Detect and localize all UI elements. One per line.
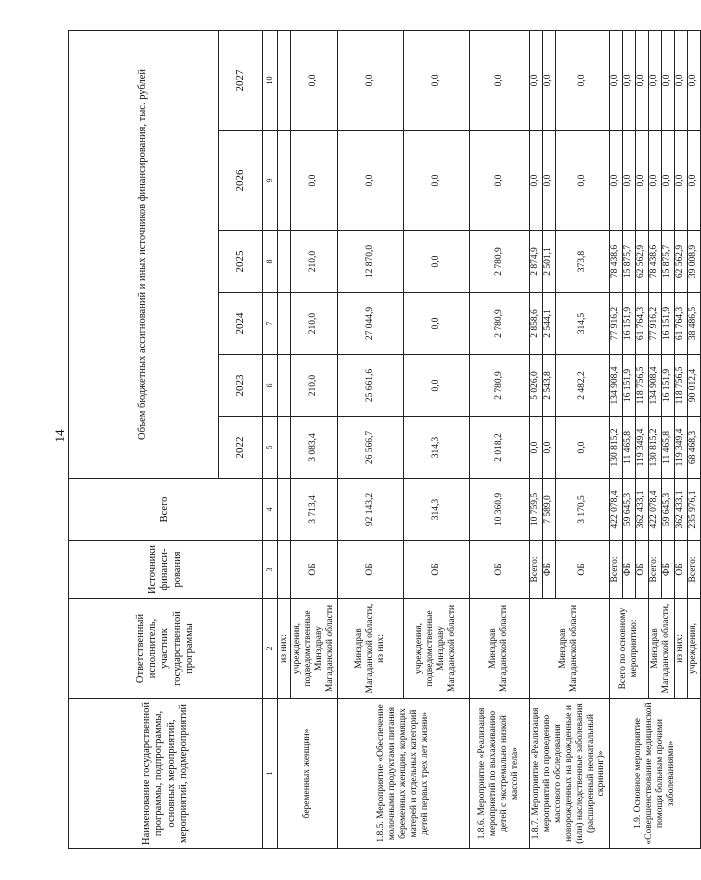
cell-value: 3 713,4 [291, 479, 338, 541]
budget-table [68, 30, 701, 849]
cell-value: 15 875,7 [661, 231, 674, 293]
cell-value: 59 645,3 [622, 479, 635, 541]
cell-value: 0,0 [555, 131, 609, 231]
row-source: ФБ [622, 541, 635, 599]
row-source: Всего: [529, 541, 542, 599]
cell-value: 27 044,9 [337, 293, 403, 355]
column-index: 6 [263, 355, 278, 417]
cell-value: 11 465,8 [661, 417, 674, 479]
row-responsible: Минздрав Магаданской области [529, 599, 609, 699]
row-name: 1.8.6. Мероприятие «Реализация мероприятий по выхаживанию детей с экстремально низкой массой тела» [469, 699, 529, 849]
cell-value: 0,0 [403, 293, 469, 355]
cell-value: 11 465,8 [622, 417, 635, 479]
cell-value: 78 438,6 [648, 231, 661, 293]
cell-value: 0,0 [469, 30, 529, 130]
cell-value: 2 482,2 [555, 355, 609, 417]
cell-value: 26 566,7 [337, 417, 403, 479]
row-source: ОБ [337, 541, 403, 599]
cell-value: 0,0 [529, 131, 542, 231]
row-name: 1.9. Основное мероприятие «Совершенствование медицинской помощи больным прочими заболеваниями» [609, 699, 700, 849]
cell-value: 62 562,9 [635, 231, 648, 293]
cell-value: 314,5 [555, 293, 609, 355]
cell-value: 10 759,5 [529, 479, 542, 541]
row-responsible: Минздрав Магаданской области, из них: [337, 599, 403, 699]
row-responsible: учреждения, [687, 599, 700, 699]
row-source: Всего: [648, 541, 661, 599]
cell-value: 0,0 [648, 30, 661, 130]
column-index: 3 [263, 541, 278, 599]
cell-value: 118 756,5 [635, 355, 648, 417]
cell-value: 39 008,9 [687, 231, 700, 293]
cell-value: 68 468,3 [687, 417, 700, 479]
rotated-table-wrapper [68, 31, 699, 849]
column-index: 2 [263, 599, 278, 699]
cell-value: 0,0 [635, 131, 648, 231]
row-name: 1.8.5. Мероприятие «Обеспечение молочными продуктами питания беременных женщин, кормящих матерей и отдельных категорий детей первых трех лет жизни» [337, 699, 469, 849]
cell-value: 119 349,4 [635, 417, 648, 479]
cell-value: 2 780,9 [469, 355, 529, 417]
cell-value: 119 349,4 [674, 417, 687, 479]
cell-value: 3 083,4 [291, 417, 338, 479]
cell-value: 92 143,2 [337, 479, 403, 541]
cell-value: 0,0 [542, 30, 555, 130]
cell-value: 0,0 [687, 30, 700, 130]
cell-value: 2 501,1 [542, 231, 555, 293]
cell-value: 0,0 [403, 355, 469, 417]
cell-value: 2 780,9 [469, 231, 529, 293]
cell-value: 422 078,4 [648, 479, 661, 541]
cell-value: 0,0 [674, 30, 687, 130]
cell-value: 16 151,9 [622, 293, 635, 355]
cell-value: 0,0 [291, 131, 338, 231]
row-source: Всего: [609, 541, 622, 599]
cell-value: 0,0 [403, 30, 469, 130]
cell-value: 3 170,5 [555, 479, 609, 541]
cell-value: 134 908,4 [609, 355, 622, 417]
cell-value: 2 544,1 [542, 293, 555, 355]
table-row [278, 30, 291, 848]
cell-value: 2 018,2 [469, 417, 529, 479]
cell-value: 0,0 [661, 30, 674, 130]
cell-value: 90 012,4 [687, 355, 700, 417]
row-source: ОБ [555, 541, 609, 599]
cell-value: 77 916,2 [648, 293, 661, 355]
cell-value: 78 438,6 [609, 231, 622, 293]
cell-value: 0,0 [337, 131, 403, 231]
cell-value: 130 815,2 [609, 417, 622, 479]
row-source: Всего: [687, 541, 700, 599]
row-source: ОБ [635, 541, 648, 599]
table-row [337, 30, 403, 848]
cell-value: 2 874,9 [529, 231, 542, 293]
cell-value: 0,0 [635, 30, 648, 130]
header-volume: Объем бюджетных ассигнований и иных источников финансирования, тыс. рублей [69, 30, 219, 478]
cell-value: 0,0 [661, 131, 674, 231]
table-row [469, 30, 529, 848]
header-source: Источники финанси- рования [69, 541, 263, 599]
cell-value: 210,0 [291, 231, 338, 293]
cell-value: 235 976,1 [687, 479, 700, 541]
row-source: ОБ [469, 541, 529, 599]
header-year: 2023 [219, 355, 263, 417]
header-responsible: Ответственный исполнитель, участник государственной программы [69, 599, 263, 699]
cell-value: 10 360,9 [469, 479, 529, 541]
row-source: ОБ [291, 541, 338, 599]
cell-value: 210,0 [291, 355, 338, 417]
cell-value: 38 486,5 [687, 293, 700, 355]
column-index: 7 [263, 293, 278, 355]
column-index: 4 [263, 479, 278, 541]
cell-value: 12 870,0 [337, 231, 403, 293]
row-responsible: Всего по основному мероприятию: [609, 599, 648, 699]
cell-value: 362 433,1 [635, 479, 648, 541]
table-row [529, 30, 542, 848]
column-index: 10 [263, 30, 278, 130]
cell-value: 0,0 [337, 30, 403, 130]
cell-value: 373,8 [555, 231, 609, 293]
cell-value: 0,0 [529, 30, 542, 130]
header-year: 2022 [219, 417, 263, 479]
row-name: беременных женщин» [278, 699, 338, 849]
column-index: 5 [263, 417, 278, 479]
cell-value: 15 875,7 [622, 231, 635, 293]
cell-value: 0,0 [529, 417, 542, 479]
cell-value: 362 433,1 [674, 479, 687, 541]
cell-value: 118 756,5 [674, 355, 687, 417]
cell-value: 61 764,3 [674, 293, 687, 355]
cell-value: 314,3 [403, 479, 469, 541]
cell-value: 0,0 [542, 417, 555, 479]
cell-value: 2 858,6 [529, 293, 542, 355]
cell-value: 0,0 [403, 231, 469, 293]
column-index: 9 [263, 131, 278, 231]
cell-value: 0,0 [403, 131, 469, 231]
cell-value: 0,0 [674, 131, 687, 231]
cell-value: 422 078,4 [609, 479, 622, 541]
column-index-row [263, 30, 278, 848]
cell-value: 16 151,9 [622, 355, 635, 417]
row-source: ФБ [661, 541, 674, 599]
cell-value: 0,0 [469, 131, 529, 231]
row-responsible: учреждения, подведомственные Минздраву Магаданской области [403, 599, 469, 699]
cell-value: 210,0 [291, 293, 338, 355]
cell-value: 62 562,9 [674, 231, 687, 293]
cell-value: 0,0 [609, 131, 622, 231]
header-name: Наименование государственной программы, подпрограммы, основных мероприятий, мероприятий, подмероприятий [69, 699, 263, 849]
header-year: 2025 [219, 231, 263, 293]
row-responsible: Минздрав Магаданской области [469, 599, 529, 699]
cell-value: 0,0 [609, 30, 622, 130]
column-index: 1 [263, 699, 278, 849]
column-index: 8 [263, 231, 278, 293]
cell-value: 16 151,9 [661, 355, 674, 417]
cell-value: 7 589,0 [542, 479, 555, 541]
row-responsible: из них: [674, 599, 687, 699]
cell-value: 0,0 [555, 417, 609, 479]
cell-value: 0,0 [648, 131, 661, 231]
cell-value: 0,0 [622, 30, 635, 130]
cell-value: 0,0 [622, 131, 635, 231]
row-responsible: Минздрав Магаданской области, [648, 599, 674, 699]
cell-value: 77 916,2 [609, 293, 622, 355]
row-responsible: из них: [278, 599, 291, 699]
cell-value: 2 543,8 [542, 355, 555, 417]
cell-value: 130 815,2 [648, 417, 661, 479]
cell-value: 0,0 [555, 30, 609, 130]
table-row [609, 30, 622, 848]
cell-value: 59 645,3 [661, 479, 674, 541]
cell-value: 25 661,6 [337, 355, 403, 417]
cell-value: 0,0 [687, 131, 700, 231]
cell-value: 314,3 [403, 417, 469, 479]
row-responsible: учреждения, подведомственные Минздраву Магаданской области [291, 599, 338, 699]
cell-value: 0,0 [291, 30, 338, 130]
cell-value: 2 780,9 [469, 293, 529, 355]
cell-value: 61 764,3 [635, 293, 648, 355]
row-source: ОБ [674, 541, 687, 599]
cell-value: 5 026,0 [529, 355, 542, 417]
row-name: 1.8.7. Мероприятие «Реализация мероприятий по проведению массового обследования новорожденных на врожденные и (или) наследственные заболевания (расширенный неонатальный скрининг)» [529, 699, 609, 849]
header-year: 2027 [219, 30, 263, 130]
page-number: 14 [52, 429, 67, 443]
cell-value: 134 908,4 [648, 355, 661, 417]
header-year: 2024 [219, 293, 263, 355]
row-source: ОБ [403, 541, 469, 599]
cell-value: 0,0 [542, 131, 555, 231]
header-total: Всего [69, 479, 263, 541]
row-source: ФБ [542, 541, 555, 599]
cell-value: 16 151,9 [661, 293, 674, 355]
header-year: 2026 [219, 131, 263, 231]
